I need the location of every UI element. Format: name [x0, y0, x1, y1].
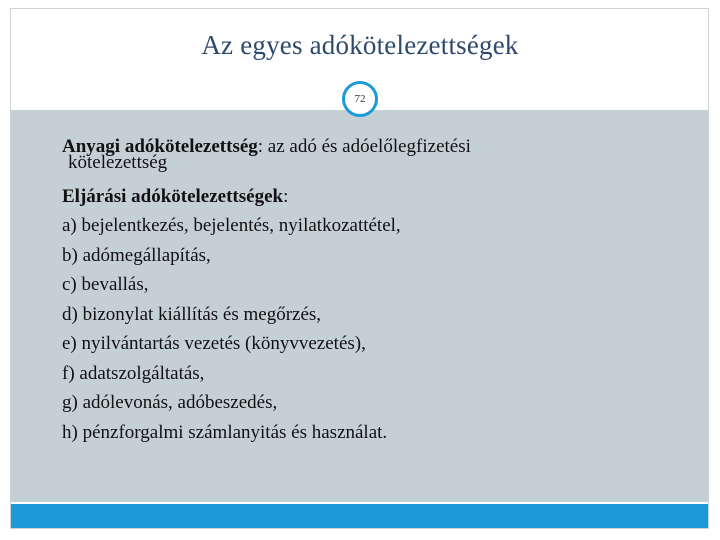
procedural-obligations-colon: : [283, 185, 289, 207]
list-item: d) bizonylat kiállítás és megőrzés, [62, 303, 322, 325]
list-item: g) adólevonás, adóbeszedés, [62, 392, 278, 413]
list-item: a) bejelentkezés, bejelentés, nyilatkozattétel, [62, 215, 401, 236]
list-item: h) pénzforgalmi számlanyitás és használat. [62, 421, 388, 443]
list-item: c) bevallás, [62, 274, 149, 295]
page-number-badge: 72 [342, 81, 378, 117]
slide-title: Az egyes adókötelezettségek [201, 30, 519, 60]
procedural-obligations-term: Eljárási adókötelezettségek [62, 185, 284, 207]
list-item: b) adómegállapítás, [62, 244, 211, 266]
procedural-obligations-line [62, 182, 692, 212]
material-obligation-term: Anyagi adókötelezettség [62, 136, 258, 157]
footer-accent-bar [11, 504, 708, 528]
slide-body [62, 132, 692, 447]
material-obligation-definition: : az adó és adóelőlegfizetési [257, 136, 471, 157]
material-obligation-continuation: kötelezettség [68, 151, 168, 173]
list-item: e) nyilvántartás vezetés (könyvvezetés), [62, 333, 366, 354]
list-item: f) adatszolgáltatás, [62, 362, 205, 384]
